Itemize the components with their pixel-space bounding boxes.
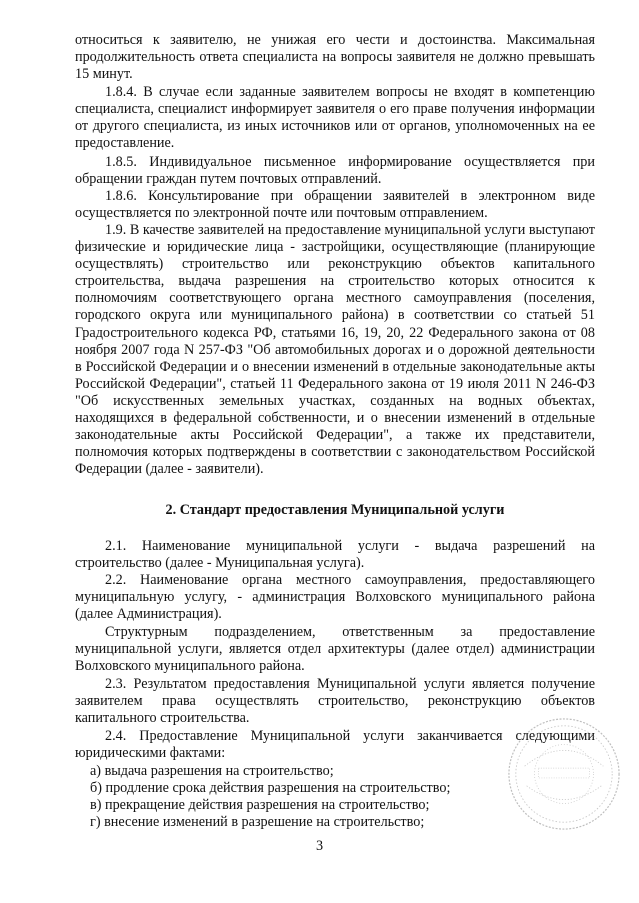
list-item-d: г) внесение изменений в разрешение на строительство; [90, 814, 425, 830]
paragraph-1-8-5: 1.8.5. Индивидуальное письменное информирование осуществляется при обращении граждан путем почтовых отправлений. [75, 154, 595, 188]
list-item-b: б) продление срока действия разрешения на строительство; [90, 780, 451, 796]
list-item-c: в) прекращение действия разрешения на строительство; [90, 797, 430, 813]
official-seal-stamp [505, 715, 623, 833]
paragraph-structural-unit: Структурным подразделением, ответственным за предоставление муниципальной услуги, является отдел архитектуры (далее отдел) администрации Волховского муниципального района. [75, 624, 595, 675]
paragraph-2-1: 2.1. Наименование муниципальной услуги - выдача разрешений на строительство (далее - Муниципальная услуга). [75, 538, 595, 572]
paragraph-1-8-6: 1.8.6. Консультирование при обращении заявителей в электронном виде осуществляется по электронной почте или почтовым отправлением. [75, 188, 595, 222]
paragraph-2-2: 2.2. Наименование органа местного самоуправления, предоставляющего муниципальную услугу, - администрация Волховского муниципального района (далее Администрация). [75, 572, 595, 623]
paragraph-2-3: 2.3. Результатом предоставления Муниципальной услуги является получение заявителем права осуществлять строительство, реконструкцию объектов капитального строительства. [75, 676, 595, 727]
list-item-a: а) выдача разрешения на строительство; [90, 763, 334, 779]
page-number: 3 [315, 838, 324, 854]
section-heading: 2. Стандарт предоставления Муниципальной услуги [165, 502, 505, 518]
paragraph-1-9: 1.9. В качестве заявителей на предоставление муниципальной услуги выступают физические и юридические лица - застройщики, осуществляющие (планирующие осуществлять) строительство или реконструкцию объектов капитального строительства, выдача разрешения на строительство которых относится к полномочиям соответствующего органа местного самоуправления (поселения, городского округа или муниципального района) в соответствии со статьей 51 Градостроительного кодекса РФ, статьями 16, 19, 20, 22 Федерального закона от 08 ноября 2007 года N 257-ФЗ "Об автомобильных дорогах и о дорожной деятельности в Российской Федерации и о внесении изменений в отдельные законодательные акты Российской Федерации", статьей 11 Федерального закона от 19 июля 2011 N 246-ФЗ "Об искусственных земельных участках, созданных на водных объектах, находящихся в федеральной собственности, и о внесении изменений в отдельные законодательные акты Российской Федерации", а также их представители, полномочия которых подтверждены в соответствии с законодательством Российской Федерации (далее - заявители). [75, 222, 595, 478]
paragraph-2-4: 2.4. Предоставление Муниципальной услуги заканчивается следующими юридическими фактами: [75, 728, 595, 762]
paragraph-continuation: относиться к заявителю, не унижая его чести и достоинства. Максимальная продолжительность ответа специалиста на вопросы заявителя не должно превышать 15 минут. [75, 32, 595, 83]
paragraph-1-8-4: 1.8.4. В случае если заданные заявителем вопросы не входят в компетенцию специалиста, специалист информирует заявителя о его праве получения информации от другого специалиста, из иных источников или от органов, уполномоченных на ее предоставление. [75, 84, 595, 152]
